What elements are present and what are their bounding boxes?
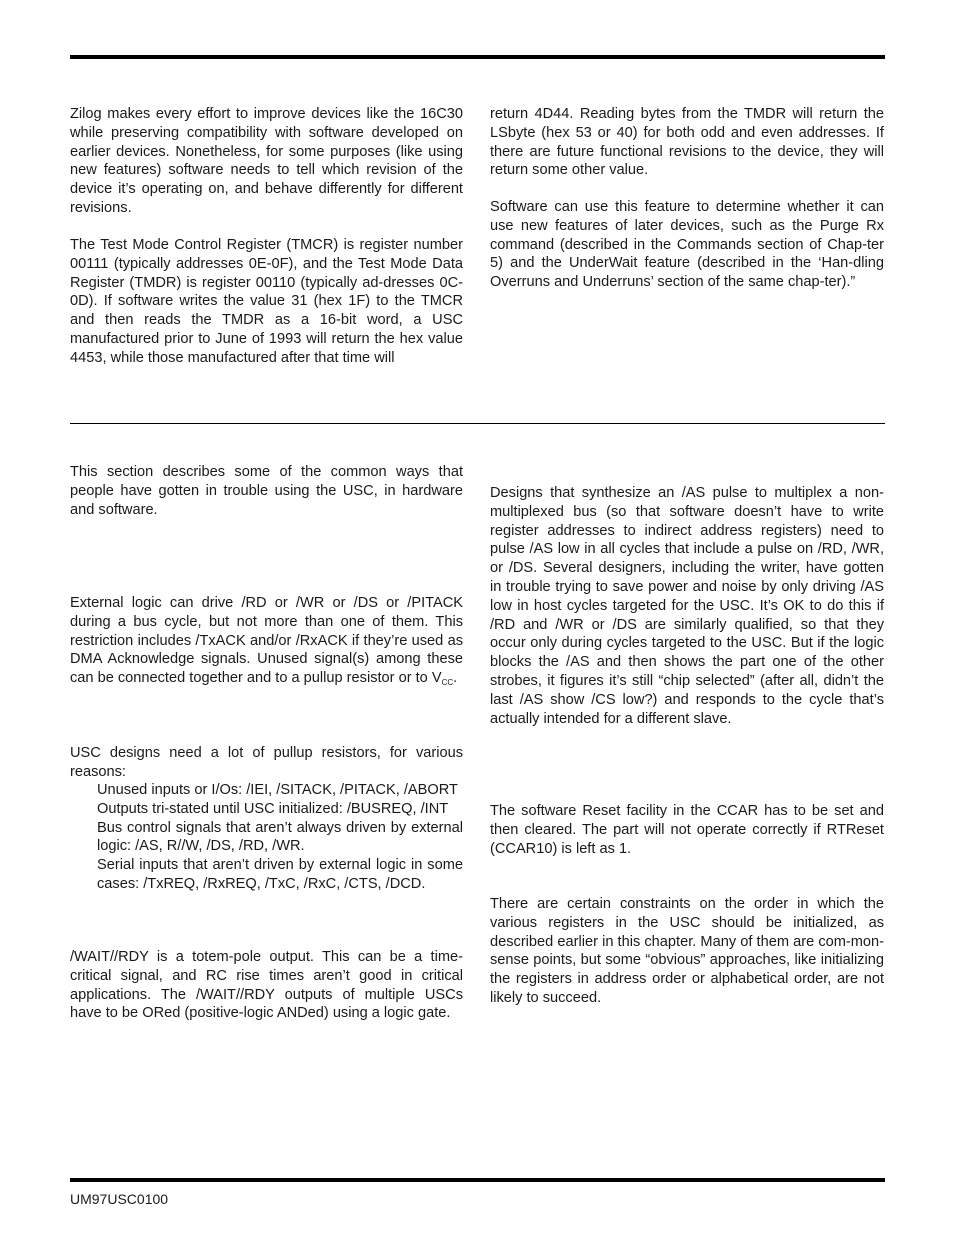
init-order-paragraph: There are certain constraints on the order in which the various registers in the USC should be initialized, as described earlier in this chapter. Many of them are com-mon-sense points, but some “obvious” approaches, like initializing the registers in address order or alphabetical order, are not likely to succeed.	[490, 896, 884, 1006]
strobes-text: External logic can drive /RD or /WR or /DS or /PITACK during a bus cycle, but not more than one of them. This restriction includes /TxACK and/or /RxACK if they’re used as DMA Acknowledge signals. Unused signal(s) among these can be connected together and to a pullup resistor or to V	[70, 595, 463, 687]
pitfalls-intro-paragraph: This section describes some of the common ways that people have gotten in trouble using the USC, in hardware and software.	[70, 464, 463, 518]
bottom-rule	[70, 1178, 885, 1182]
list-item: Outputs tri-stated until USC initialized: /BUSREQ, /INT	[97, 800, 449, 817]
pullup-list	[97, 781, 463, 894]
wait-rdy-paragraph: /WAIT//RDY is a totem-pole output. This can be a time-critical signal, and RC rise times aren’t good in critical applications. The /WAIT//RDY outputs of multiple USCs have to be ORed (positive-logic ANDed) using a logic gate.	[70, 949, 463, 1022]
strobes-end: .	[453, 670, 458, 687]
list-item: Bus control signals that aren’t always driven by external logic: /AS, R//W, /DS, /RD, /WR.	[97, 819, 463, 855]
top-rule	[70, 55, 885, 59]
revision-intro-paragraph: Zilog makes every effort to improve devices like the 16C30 while preserving compatibility with software developed on earlier devices. Nonetheless, for some purposes (like using new features) software needs to tell which revision of the device it’s operating on, and behave differently for different revisions.	[70, 106, 463, 216]
as-pulse-paragraph: Designs that synthesize an /AS pulse to multiplex a non-multiplexed bus (so that software doesn’t have to write register addresses to indirect address registers) need to pulse /AS low in all cycles that include a pulse on /RD, /WR, or /DS. Several designers, including the writer, have gotten in trouble trying to save power and noise by only driving /AS low in host cycles targeted for the USC. It’s OK to do this if /RD and /WR or /DS are similarly qualified, so that they occur only during cycles targeted to the USC. But if the logic blocks the /AS and then shows the part one of the other strobes, it figures it’s still “chip selected” (after all, didn’t the last /AS show /CS low?) and responds to the cycle that’s actually intended for a different slave.	[490, 485, 884, 727]
pullups-paragraph: USC designs need a lot of pullup resistors, for various reasons:	[70, 745, 463, 780]
tmdr-continuation-paragraph: return 4D44. Reading bytes from the TMDR will return the LSbyte (hex 53 or 40) for both odd and even addresses. If there are future functional revisions to the device, they will return some other value.	[490, 106, 884, 179]
tmcr-paragraph: The Test Mode Control Register (TMCR) is register number 00111 (typically addresses 0E-0F), and the Test Mode Data Register (TMDR) is register 00110 (typically ad-dresses 0C-0D). If software writes the value 31 (hex 1F) to the TMCR and then reads the TMDR as a 16-bit word, a USC manufactured prior to June of 1993 will return the hex value 4453, while those manufactured after that time will	[70, 237, 463, 366]
strobes-paragraph	[70, 594, 463, 693]
new-features-paragraph: Software can use this feature to determine whether it can use new features of later devices, such as the Purge Rx command (described in the Commands section of Chap-ter 5) and the UnderWait feature (described in the ‘Han-dling Overruns and Underruns’ section of the same chap-ter).”	[490, 199, 884, 291]
vcc-subscript: CC	[441, 678, 454, 688]
list-item: Unused inputs or I/Os: /IEI, /SITACK, /PITACK, /ABORT	[97, 782, 458, 798]
section-rule	[70, 423, 885, 424]
list-item: Serial inputs that aren’t driven by external logic in some cases: /TxREQ, /RxREQ, /TxC, /RxC, /CTS, /DCD.	[97, 857, 463, 892]
document-id: UM97USC0100	[70, 1191, 169, 1207]
reset-paragraph: The software Reset facility in the CCAR has to be set and then cleared. The part will not operate correctly if RTReset (CCAR10) is left as 1.	[490, 803, 884, 857]
